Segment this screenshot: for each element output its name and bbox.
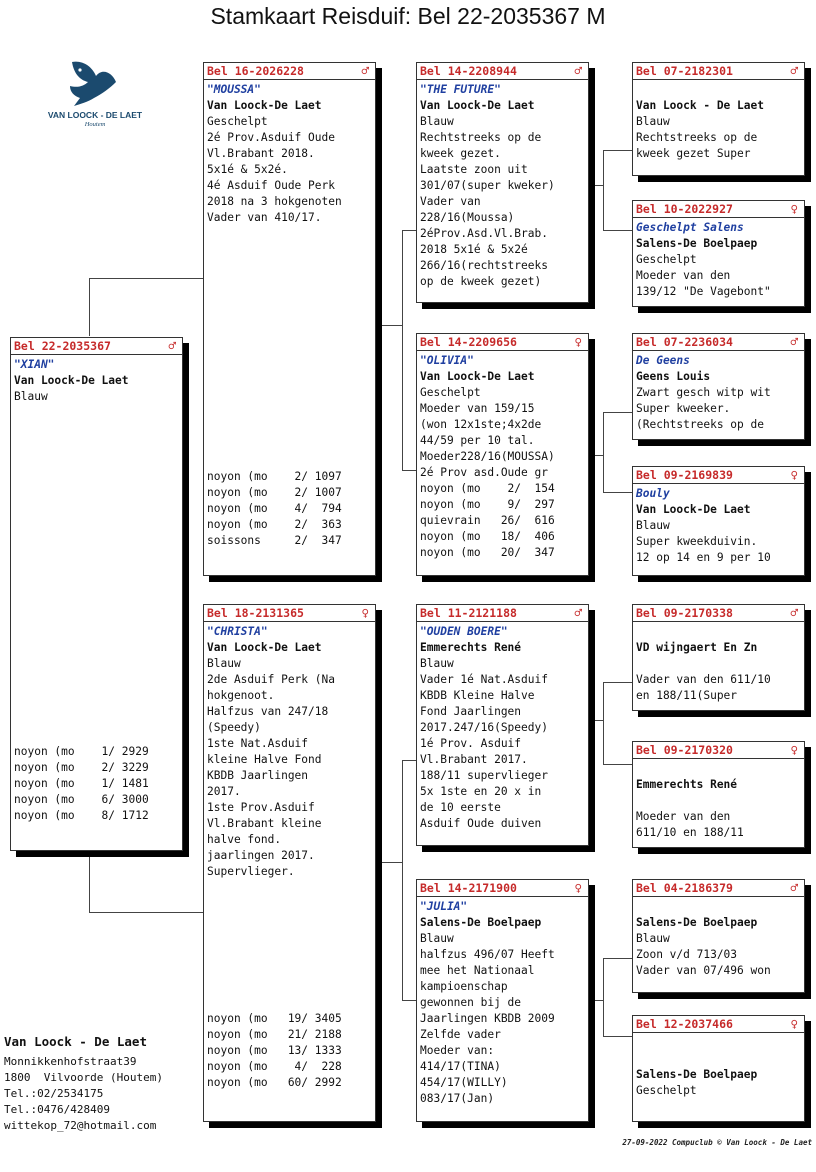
pigeon-nickname: Geschelpt Salens	[636, 221, 744, 234]
pedigree-line: Rechtstreeks op de	[636, 131, 758, 144]
female-icon: ♀	[790, 742, 798, 757]
race-result: noyon (mo 1/ 1481	[14, 777, 149, 790]
pedigree-line: halve fond.	[207, 833, 282, 846]
pedigree-card-fmm[interactable]	[632, 466, 805, 576]
pedigree-card-ff[interactable]	[416, 62, 589, 303]
race-results	[207, 1011, 342, 1091]
ring-number: Bel 11-2121188	[420, 606, 517, 620]
card-body	[633, 759, 804, 841]
pedigree-line: op de kweek gezet)	[420, 275, 542, 288]
pedigree-line: 188/11 supervlieger	[420, 769, 548, 782]
ring-number: Bel 07-2236034	[636, 335, 733, 349]
connector	[589, 1000, 603, 1001]
logo-sub: Houtem	[84, 121, 106, 128]
pedigree-line: Blauw	[14, 390, 48, 403]
card-body	[204, 622, 375, 880]
pedigree-line: 083/17(Jan)	[420, 1092, 495, 1105]
pedigree-line: jaarlingen 2017.	[207, 849, 315, 862]
card-body	[633, 622, 804, 704]
pedigree-line: Moeder van den	[636, 810, 731, 823]
pigeon-owner: Van Loock-De Laet	[420, 99, 535, 112]
pedigree-line: 139/12 "De Vagebont"	[636, 285, 771, 298]
pedigree-line: Moeder van:	[420, 1044, 495, 1057]
connector	[589, 455, 603, 456]
race-result: noyon (mo 4/ 794	[207, 502, 342, 515]
race-result: noyon (mo 60/ 2992	[207, 1076, 342, 1089]
male-icon: ♂	[574, 63, 582, 78]
connector	[402, 760, 403, 1000]
pedigree-line: kweek gezet Super	[636, 147, 751, 160]
spacer	[636, 899, 804, 915]
pedigree-line: Super kweeker.	[636, 402, 731, 415]
pedigree-line: gewonnen bij de	[420, 996, 522, 1009]
male-icon: ♂	[574, 605, 582, 620]
pedigree-line: Vader van 410/17.	[207, 211, 322, 224]
pedigree-line: Blauw	[636, 115, 670, 128]
pedigree-line: Blauw	[420, 115, 454, 128]
pedigree-line: Blauw	[636, 932, 670, 945]
pedigree-line: (won 12x1ste;4x2de	[420, 418, 542, 431]
ring-number: Bel 14-2208944	[420, 64, 517, 78]
card-header	[633, 467, 804, 484]
pedigree-line: Vader van 07/496 won	[636, 964, 771, 977]
pedigree-line: Blauw	[420, 657, 454, 670]
race-result: soissons 2/ 347	[207, 534, 342, 547]
pedigree-card-ffm[interactable]	[632, 200, 805, 307]
pedigree-line: halfzus 496/07 Heeft	[420, 948, 555, 961]
race-result: noyon (mo 8/ 1712	[14, 809, 149, 822]
pedigree-line: 1ste Prov.Asduif	[207, 801, 315, 814]
pedigree-line: 2é Prov.Asduif Oude	[207, 131, 335, 144]
connector	[376, 325, 402, 326]
pigeon-owner: VD wijngaert En Zn	[636, 641, 758, 654]
connector	[402, 230, 403, 470]
female-icon: ♀	[361, 605, 369, 620]
pedigree-card-fmf[interactable]	[632, 333, 805, 440]
pedigree-line: Jaarlingen KBDB 2009	[420, 1012, 555, 1025]
pigeon-owner: Van Loock-De Laet	[207, 99, 322, 112]
ring-number: Bel 14-2209656	[420, 335, 517, 349]
card-header	[204, 605, 375, 622]
pigeon-nickname: "THE FUTURE"	[420, 83, 501, 96]
card-body	[417, 622, 588, 832]
card-header	[204, 63, 375, 80]
spacer	[636, 1051, 804, 1067]
owner-block	[4, 1034, 163, 1134]
male-icon: ♂	[790, 605, 798, 620]
card-body	[633, 897, 804, 979]
pedigree-line: noyon (mo 9/ 297	[420, 498, 555, 511]
race-result: noyon (mo 21/ 2188	[207, 1028, 342, 1041]
pedigree-line: KBDB Kleine Halve	[420, 689, 535, 702]
ring-number: Bel 14-2171900	[420, 881, 517, 895]
connector	[603, 1036, 632, 1037]
pedigree-card-fm[interactable]	[416, 333, 589, 576]
card-body	[417, 80, 588, 290]
logo-name: VAN LOOCK - DE LAET	[47, 110, 143, 120]
card-body	[204, 80, 375, 226]
pedigree-line: 2018 5x1é & 5x2é	[420, 243, 528, 256]
card-body	[633, 1033, 804, 1099]
ring-number: Bel 22-2035367	[14, 339, 111, 353]
pedigree-line: Vl.Brabant 2018.	[207, 147, 315, 160]
connector	[603, 764, 632, 765]
pedigree-card-mf[interactable]	[416, 604, 589, 846]
pedigree-line: 1é Prov. Asduif	[420, 737, 522, 750]
connector	[589, 720, 603, 721]
pigeon-nickname: De Geens	[636, 354, 690, 367]
card-header	[417, 334, 588, 351]
connector	[603, 492, 632, 493]
spacer	[636, 761, 804, 777]
pigeon-owner: Geens Louis	[636, 370, 711, 383]
ring-number: Bel 12-2037466	[636, 1017, 733, 1031]
pedigree-line: (Speedy)	[207, 721, 261, 734]
ring-number: Bel 09-2170338	[636, 606, 733, 620]
pedigree-line: 5x1é & 5x2é.	[207, 163, 288, 176]
male-icon: ♂	[790, 880, 798, 895]
spacer	[636, 82, 804, 98]
pedigree-line: Moeder228/16(MOUSSA)	[420, 450, 555, 463]
pedigree-line: Blauw	[207, 657, 241, 670]
pedigree-line: 611/10 en 188/11	[636, 826, 744, 839]
connector	[603, 150, 632, 151]
pedigree-card-fff[interactable]	[632, 62, 805, 176]
pigeon-owner: Van Loock - De Laet	[636, 99, 764, 112]
logo	[36, 58, 154, 128]
pedigree-card-mfm[interactable]	[632, 741, 805, 848]
pigeon-owner: Emmerechts René	[636, 778, 738, 791]
pigeon-nickname: "XIAN"	[14, 358, 55, 371]
pedigree-line: Vader van den 611/10	[636, 673, 771, 686]
pedigree-line: Geschelpt	[207, 115, 268, 128]
male-icon: ♂	[168, 338, 176, 353]
female-icon: ♀	[574, 334, 582, 349]
card-header	[633, 742, 804, 759]
race-result: noyon (mo 2/ 363	[207, 518, 342, 531]
pigeon-nickname: "OLIVIA"	[420, 354, 474, 367]
pedigree-line: 5x 1ste en 20 x in	[420, 785, 542, 798]
card-header	[633, 605, 804, 622]
race-result: noyon (mo 4/ 228	[207, 1060, 342, 1073]
race-result: noyon (mo 13/ 1333	[207, 1044, 342, 1057]
male-icon: ♂	[361, 63, 369, 78]
pedigree-line: Asduif Oude duiven	[420, 817, 542, 830]
pedigree-line	[636, 656, 804, 672]
pigeon-owner: Salens-De Boelpaep	[636, 916, 758, 929]
pedigree-line: Geschelpt	[420, 386, 481, 399]
pedigree-card-mother[interactable]	[203, 604, 376, 1122]
pedigree-line: Geschelpt	[636, 1084, 697, 1097]
ring-number: Bel 04-2186379	[636, 881, 733, 895]
connector	[89, 912, 203, 913]
pedigree-line: de 10 eerste	[420, 801, 501, 814]
race-result: noyon (mo 2/ 1007	[207, 486, 342, 499]
pedigree-line: 12 op 14 en 9 per 10	[636, 551, 771, 564]
pedigree-line: Vl.Brabant 2017.	[420, 753, 528, 766]
card-header	[633, 1016, 804, 1033]
connector	[402, 760, 416, 761]
owner-name: Van Loock - De Laet	[4, 1034, 147, 1049]
pigeon-owner: Salens-De Boelpaep	[420, 916, 542, 929]
pedigree-card-mmm[interactable]	[632, 1015, 805, 1122]
connector	[376, 862, 402, 863]
male-icon: ♂	[790, 63, 798, 78]
pedigree-line: Geschelpt	[636, 253, 697, 266]
pedigree-line: Zelfde vader	[420, 1028, 501, 1041]
card-header	[11, 338, 182, 355]
pedigree-line: kampioenschap	[420, 980, 508, 993]
card-header	[633, 63, 804, 80]
pigeon-nickname: "CHRISTA"	[207, 625, 268, 638]
pigeon-owner: Salens-De Boelpaep	[636, 1068, 758, 1081]
connector	[402, 470, 416, 471]
pedigree-line: 4é Asduif Oude Perk	[207, 179, 335, 192]
pedigree-line: noyon (mo 2/ 154	[420, 482, 555, 495]
pedigree-line: 1ste Nat.Asduif	[207, 737, 309, 750]
pigeon-nickname: "MOUSSA"	[207, 83, 261, 96]
pedigree-line: kleine Halve Fond	[207, 753, 322, 766]
pedigree-line: Blauw	[420, 932, 454, 945]
female-icon: ♀	[790, 201, 798, 216]
pedigree-line: Zwart gesch witp wit	[636, 386, 771, 399]
pedigree-line: quievrain 26/ 616	[420, 514, 555, 527]
pedigree-card-mmf[interactable]	[632, 879, 805, 993]
dove-icon	[36, 58, 154, 110]
female-icon: ♀	[574, 880, 582, 895]
connector	[89, 278, 203, 279]
connector	[603, 958, 632, 959]
pedigree-line: Fond Jaarlingen	[420, 705, 522, 718]
pedigree-line: 414/17(TINA)	[420, 1060, 501, 1073]
pedigree-line: en 188/11(Super	[636, 689, 738, 702]
card-body	[417, 351, 588, 561]
pedigree-line: Moeder van den	[636, 269, 731, 282]
pedigree-line: Halfzus van 247/18	[207, 705, 329, 718]
spacer	[636, 1035, 804, 1051]
pedigree-line: hokgenoot.	[207, 689, 275, 702]
owner-city: 1800 Vilvoorde (Houtem)	[4, 1071, 163, 1084]
connector	[589, 185, 603, 186]
pigeon-owner: Van Loock-De Laet	[207, 641, 322, 654]
connector	[603, 150, 604, 230]
pedigree-line: 2éProv.Asd.Vl.Brab.	[420, 227, 548, 240]
card-body	[417, 897, 588, 1107]
race-result: noyon (mo 2/ 3229	[14, 761, 149, 774]
ring-number: Bel 18-2131365	[207, 606, 304, 620]
connector	[603, 682, 632, 683]
card-header	[633, 201, 804, 218]
card-header	[417, 63, 588, 80]
pedigree-card-subject[interactable]	[10, 337, 183, 851]
race-result: noyon (mo 1/ 2929	[14, 745, 149, 758]
pedigree-card-mm[interactable]	[416, 879, 589, 1122]
connector	[402, 230, 416, 231]
pedigree-line: mee het Nationaal	[420, 964, 535, 977]
pedigree-line: 301/07(super kweker)	[420, 179, 555, 192]
connector	[402, 1000, 416, 1001]
ring-number: Bel 16-2026228	[207, 64, 304, 78]
pedigree-line: 2017.247/16(Speedy)	[420, 721, 548, 734]
owner-address: Monnikkenhofstraat39	[4, 1055, 137, 1068]
pedigree-line: Super kweekduivin.	[636, 535, 758, 548]
pedigree-card-mff[interactable]	[632, 604, 805, 711]
connector	[89, 852, 90, 912]
pedigree-line: 2018 na 3 hokgenoten	[207, 195, 342, 208]
pigeon-nickname: "OUDEN BOERE"	[420, 625, 508, 638]
card-body	[633, 218, 804, 300]
pedigree-line: 454/17(WILLY)	[420, 1076, 508, 1089]
pigeon-nickname: Bouly	[636, 487, 670, 500]
female-icon: ♀	[790, 467, 798, 482]
connector	[603, 412, 604, 492]
pedigree-line: 44/59 per 10 tal.	[420, 434, 535, 447]
ring-number: Bel 09-2170320	[636, 743, 733, 757]
connector	[89, 278, 90, 336]
pedigree-line: 266/16(rechtstreeks	[420, 259, 548, 272]
pigeon-owner: Salens-De Boelpaep	[636, 237, 758, 250]
pedigree-line: Rechtstreeks op de	[420, 131, 542, 144]
card-header	[417, 605, 588, 622]
female-icon: ♀	[790, 1016, 798, 1031]
card-header	[633, 880, 804, 897]
pedigree-line: noyon (mo 20/ 347	[420, 546, 555, 559]
pedigree-line	[636, 793, 804, 809]
card-body	[633, 484, 804, 566]
race-results	[207, 469, 342, 549]
footer-credit: 27-09-2022 Compuclub © Van Loock - De Laet	[622, 1138, 812, 1147]
pedigree-line: 2é Prov asd.Oude gr	[420, 466, 548, 479]
pedigree-line: noyon (mo 18/ 406	[420, 530, 555, 543]
spacer	[636, 624, 804, 640]
card-header	[633, 334, 804, 351]
connector	[603, 230, 632, 231]
ring-number: Bel 07-2182301	[636, 64, 733, 78]
ring-number: Bel 09-2169839	[636, 468, 733, 482]
owner-phone: Tel.:02/2534175	[4, 1087, 104, 1100]
pedigree-line: (Rechtstreeks op de	[636, 418, 764, 431]
pedigree-line: KBDB Jaarlingen	[207, 769, 309, 782]
pedigree-line: Vader 1é Nat.Asduif	[420, 673, 548, 686]
pedigree-line: Vl.Brabant kleine	[207, 817, 322, 830]
race-result: noyon (mo 19/ 3405	[207, 1012, 342, 1025]
pedigree-line: Supervlieger.	[207, 865, 295, 878]
pigeon-owner: Van Loock-De Laet	[636, 503, 751, 516]
pedigree-line: Moeder van 159/15	[420, 402, 535, 415]
pigeon-nickname: "JULIA"	[420, 900, 468, 913]
race-results	[14, 744, 149, 824]
connector	[603, 682, 604, 764]
pedigree-line: Blauw	[636, 519, 670, 532]
ring-number: Bel 10-2022927	[636, 202, 733, 216]
race-result: noyon (mo 2/ 1097	[207, 470, 342, 483]
pedigree-line: kweek gezet.	[420, 147, 501, 160]
connector	[603, 958, 604, 1036]
card-header	[417, 880, 588, 897]
pedigree-line: 2017.	[207, 785, 241, 798]
pedigree-line: 2de Asduif Perk (Na	[207, 673, 335, 686]
male-icon: ♂	[790, 334, 798, 349]
pigeon-owner: Van Loock-De Laet	[14, 374, 129, 387]
pedigree-line: 228/16(Moussa)	[420, 211, 515, 224]
pigeon-owner: Emmerechts René	[420, 641, 522, 654]
pedigree-line: Zoon v/d 713/03	[636, 948, 738, 961]
owner-email[interactable]: wittekop_72@hotmail.com	[4, 1119, 157, 1132]
connector	[603, 412, 632, 413]
pedigree-line: Laatste zoon uit	[420, 163, 528, 176]
pigeon-owner: Van Loock-De Laet	[420, 370, 535, 383]
card-body	[633, 351, 804, 433]
card-body	[11, 355, 182, 405]
race-result: noyon (mo 6/ 3000	[14, 793, 149, 806]
pedigree-line: Vader van	[420, 195, 481, 208]
owner-mobile: Tel.:0476/428409	[4, 1103, 110, 1116]
pedigree-card-father[interactable]	[203, 62, 376, 576]
page-title: Stamkaart Reisduif: Bel 22-2035367 M	[210, 3, 606, 29]
card-body	[633, 80, 804, 162]
